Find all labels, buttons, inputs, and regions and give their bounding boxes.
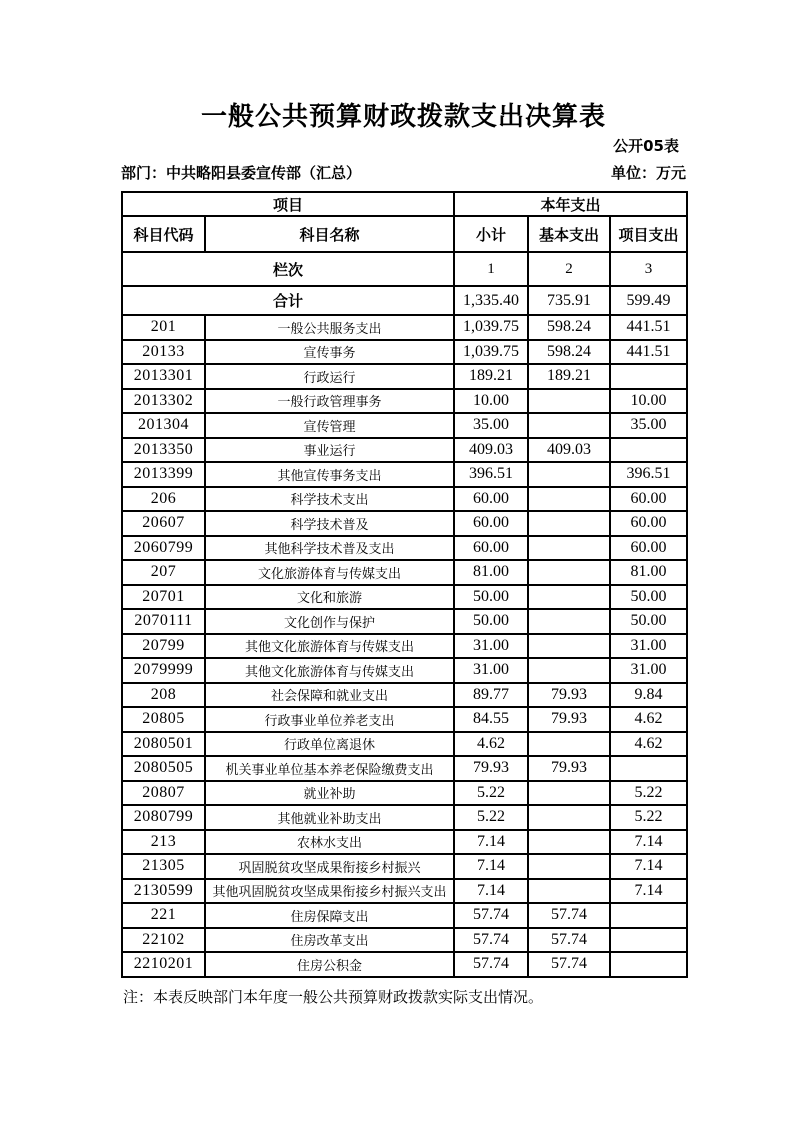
basic-expense-cell <box>528 536 610 561</box>
subject-name-cell: 住房保障支出 <box>205 903 454 928</box>
subject-code-cell: 2210201 <box>122 952 205 977</box>
subject-name-cell: 行政事业单位养老支出 <box>205 707 454 732</box>
column-index-1: 1 <box>454 252 528 286</box>
project-expense-cell <box>610 756 687 781</box>
basic-expense-cell <box>528 609 610 634</box>
project-expense-cell: 31.00 <box>610 658 687 683</box>
subject-name-cell: 宣传管理 <box>205 413 454 438</box>
subject-code-cell: 201 <box>122 315 205 340</box>
subject-name-cell: 事业运行 <box>205 438 454 463</box>
subject-code-cell: 20807 <box>122 781 205 806</box>
total-basic-value: 735.91 <box>528 286 610 315</box>
project-expense-cell: 4.62 <box>610 732 687 757</box>
table-row <box>122 585 687 610</box>
basic-expense-cell: 189.21 <box>528 364 610 389</box>
subject-code-cell: 20701 <box>122 585 205 610</box>
subject-name-cell: 社会保障和就业支出 <box>205 683 454 708</box>
table-row <box>122 340 687 365</box>
subject-code-cell: 213 <box>122 830 205 855</box>
table-row <box>122 732 687 757</box>
table-row <box>122 928 687 953</box>
table-body <box>122 315 687 977</box>
header-group-row <box>122 192 687 216</box>
project-expense-cell: 9.84 <box>610 683 687 708</box>
subject-name-cell: 其他文化旅游体育与传媒支出 <box>205 634 454 659</box>
subtotal-cell: 1,039.75 <box>454 340 528 365</box>
subtotal-cell: 60.00 <box>454 536 528 561</box>
project-expense-cell <box>610 903 687 928</box>
header-year-expense-group: 本年支出 <box>454 192 687 216</box>
header-subject-code: 科目代码 <box>122 216 205 252</box>
subtotal-cell: 4.62 <box>454 732 528 757</box>
project-expense-cell: 7.14 <box>610 854 687 879</box>
subtotal-cell: 50.00 <box>454 609 528 634</box>
page-title: 一般公共预算财政拨款支出决算表 <box>200 102 606 132</box>
basic-expense-cell <box>528 634 610 659</box>
subject-code-cell: 2070111 <box>122 609 205 634</box>
project-expense-cell: 60.00 <box>610 536 687 561</box>
basic-expense-cell: 598.24 <box>528 315 610 340</box>
subject-code-cell: 2130599 <box>122 879 205 904</box>
project-expense-cell: 35.00 <box>610 413 687 438</box>
subtotal-cell: 31.00 <box>454 658 528 683</box>
subject-code-cell: 2013399 <box>122 462 205 487</box>
basic-expense-cell <box>528 658 610 683</box>
subtotal-cell: 57.74 <box>454 952 528 977</box>
header-subject-name: 科目名称 <box>205 216 454 252</box>
subject-code-cell: 22102 <box>122 928 205 953</box>
project-expense-cell: 7.14 <box>610 830 687 855</box>
project-expense-cell: 60.00 <box>610 511 687 536</box>
total-label: 合计 <box>122 286 454 315</box>
table-row <box>122 952 687 977</box>
column-index-2: 2 <box>528 252 610 286</box>
table-row <box>122 560 687 585</box>
meta-row <box>121 164 686 183</box>
subtotal-cell: 396.51 <box>454 462 528 487</box>
document-body <box>121 0 686 1008</box>
subtotal-cell: 84.55 <box>454 707 528 732</box>
table-row <box>122 364 687 389</box>
basic-expense-cell <box>528 585 610 610</box>
subject-code-cell: 206 <box>122 487 205 512</box>
subtotal-cell: 1,039.75 <box>454 315 528 340</box>
project-expense-cell: 10.00 <box>610 389 687 414</box>
column-index-3: 3 <box>610 252 687 286</box>
subtotal-cell: 409.03 <box>454 438 528 463</box>
table-row <box>122 756 687 781</box>
subject-name-cell: 其他宣传事务支出 <box>205 462 454 487</box>
basic-expense-cell <box>528 854 610 879</box>
project-expense-cell: 31.00 <box>610 634 687 659</box>
subtotal-cell: 7.14 <box>454 830 528 855</box>
subject-name-cell: 机关事业单位基本养老保险缴费支出 <box>205 756 454 781</box>
table-row <box>122 781 687 806</box>
subtotal-cell: 7.14 <box>454 854 528 879</box>
subject-name-cell: 宣传事务 <box>205 340 454 365</box>
basic-expense-cell: 598.24 <box>528 340 610 365</box>
subject-name-cell: 一般行政管理事务 <box>205 389 454 414</box>
basic-expense-cell: 79.93 <box>528 756 610 781</box>
subtotal-cell: 57.74 <box>454 928 528 953</box>
subject-code-cell: 2013302 <box>122 389 205 414</box>
subtotal-cell: 35.00 <box>454 413 528 438</box>
project-expense-cell: 81.00 <box>610 560 687 585</box>
subject-name-cell: 其他就业补助支出 <box>205 805 454 830</box>
subject-name-cell: 巩固脱贫攻坚成果衔接乡村振兴 <box>205 854 454 879</box>
table-row <box>122 438 687 463</box>
subject-name-cell: 其他文化旅游体育与传媒支出 <box>205 658 454 683</box>
column-index-row <box>122 252 687 286</box>
subject-code-cell: 207 <box>122 560 205 585</box>
department-label: 部门：中共略阳县委宣传部（汇总） <box>121 164 362 182</box>
basic-expense-cell: 79.93 <box>528 683 610 708</box>
project-expense-cell: 60.00 <box>610 487 687 512</box>
subject-name-cell: 文化和旅游 <box>205 585 454 610</box>
table-row <box>122 634 687 659</box>
subject-code-cell: 2013350 <box>122 438 205 463</box>
subtotal-cell: 79.93 <box>454 756 528 781</box>
total-row <box>122 286 687 315</box>
subject-name-cell: 文化创作与保护 <box>205 609 454 634</box>
project-expense-cell: 396.51 <box>610 462 687 487</box>
project-expense-cell: 5.22 <box>610 805 687 830</box>
subtotal-cell: 50.00 <box>454 585 528 610</box>
subtotal-cell: 31.00 <box>454 634 528 659</box>
subject-code-cell: 2060799 <box>122 536 205 561</box>
subject-name-cell: 行政运行 <box>205 364 454 389</box>
table-row <box>122 487 687 512</box>
table-row <box>122 413 687 438</box>
basic-expense-cell <box>528 805 610 830</box>
subject-name-cell: 文化旅游体育与传媒支出 <box>205 560 454 585</box>
basic-expense-cell <box>528 413 610 438</box>
basic-expense-cell <box>528 389 610 414</box>
basic-expense-cell <box>528 830 610 855</box>
project-expense-cell: 441.51 <box>610 315 687 340</box>
header-project-expense: 项目支出 <box>610 216 687 252</box>
basic-expense-cell <box>528 462 610 487</box>
subject-code-cell: 2013301 <box>122 364 205 389</box>
subject-name-cell: 住房公积金 <box>205 952 454 977</box>
subject-name-cell: 一般公共服务支出 <box>205 315 454 340</box>
project-expense-cell <box>610 952 687 977</box>
unit-label: 单位：万元 <box>610 164 686 182</box>
table-row <box>122 683 687 708</box>
subtotal-cell: 60.00 <box>454 487 528 512</box>
table-row <box>122 315 687 340</box>
project-expense-cell: 7.14 <box>610 879 687 904</box>
subtotal-cell: 5.22 <box>454 781 528 806</box>
header-basic-expense: 基本支出 <box>528 216 610 252</box>
project-expense-cell: 441.51 <box>610 340 687 365</box>
subject-code-cell: 2080501 <box>122 732 205 757</box>
subject-code-cell: 2080799 <box>122 805 205 830</box>
table-row <box>122 658 687 683</box>
basic-expense-cell <box>528 732 610 757</box>
subject-name-cell: 其他科学技术普及支出 <box>205 536 454 561</box>
table-code-label: 公开05表 <box>613 137 679 155</box>
note-text: 注：本表反映部门本年度一般公共预算财政拨款实际支出情况。 <box>123 989 544 1006</box>
subject-code-cell: 20607 <box>122 511 205 536</box>
header-columns-row <box>122 216 687 252</box>
basic-expense-cell: 57.74 <box>528 952 610 977</box>
total-subtotal-value: 1,335.40 <box>454 286 528 315</box>
subject-code-cell: 221 <box>122 903 205 928</box>
column-index-label: 栏次 <box>122 252 454 286</box>
project-expense-cell <box>610 438 687 463</box>
header-subtotal: 小计 <box>454 216 528 252</box>
subject-name-cell: 农林水支出 <box>205 830 454 855</box>
table-row <box>122 389 687 414</box>
subject-code-cell: 2079999 <box>122 658 205 683</box>
subject-name-cell: 其他巩固脱贫攻坚成果衔接乡村振兴支出 <box>205 879 454 904</box>
subject-name-cell: 住房改革支出 <box>205 928 454 953</box>
subtotal-cell: 60.00 <box>454 511 528 536</box>
subject-code-cell: 20805 <box>122 707 205 732</box>
subject-code-cell: 21305 <box>122 854 205 879</box>
table-row <box>122 805 687 830</box>
subject-code-cell: 20133 <box>122 340 205 365</box>
subject-code-cell: 208 <box>122 683 205 708</box>
subject-code-cell: 2080505 <box>122 756 205 781</box>
project-expense-cell: 5.22 <box>610 781 687 806</box>
table-row <box>122 609 687 634</box>
table-row <box>122 707 687 732</box>
project-expense-cell <box>610 364 687 389</box>
basic-expense-cell <box>528 560 610 585</box>
basic-expense-cell: 79.93 <box>528 707 610 732</box>
basic-expense-cell <box>528 487 610 512</box>
table-row <box>122 854 687 879</box>
basic-expense-cell <box>528 511 610 536</box>
subject-name-cell: 行政单位离退休 <box>205 732 454 757</box>
project-expense-cell: 50.00 <box>610 609 687 634</box>
subtotal-cell: 5.22 <box>454 805 528 830</box>
basic-expense-cell <box>528 781 610 806</box>
project-expense-cell <box>610 928 687 953</box>
basic-expense-cell <box>528 879 610 904</box>
subject-name-cell: 科学技术支出 <box>205 487 454 512</box>
table-row <box>122 879 687 904</box>
subtotal-cell: 189.21 <box>454 364 528 389</box>
total-project-value: 599.49 <box>610 286 687 315</box>
project-expense-cell: 50.00 <box>610 585 687 610</box>
subtotal-cell: 81.00 <box>454 560 528 585</box>
subtotal-cell: 57.74 <box>454 903 528 928</box>
table-row <box>122 830 687 855</box>
basic-expense-cell: 57.74 <box>528 928 610 953</box>
subtotal-cell: 10.00 <box>454 389 528 414</box>
subject-name-cell: 科学技术普及 <box>205 511 454 536</box>
subject-code-cell: 201304 <box>122 413 205 438</box>
table-row <box>122 536 687 561</box>
subject-name-cell: 就业补助 <box>205 781 454 806</box>
project-expense-cell: 4.62 <box>610 707 687 732</box>
subtotal-cell: 89.77 <box>454 683 528 708</box>
table-row <box>122 903 687 928</box>
table-row <box>122 511 687 536</box>
subtotal-cell: 7.14 <box>454 879 528 904</box>
table-row <box>122 462 687 487</box>
header-project-group: 项目 <box>122 192 454 216</box>
subject-code-cell: 20799 <box>122 634 205 659</box>
basic-expense-cell: 409.03 <box>528 438 610 463</box>
budget-table <box>121 191 688 978</box>
basic-expense-cell: 57.74 <box>528 903 610 928</box>
